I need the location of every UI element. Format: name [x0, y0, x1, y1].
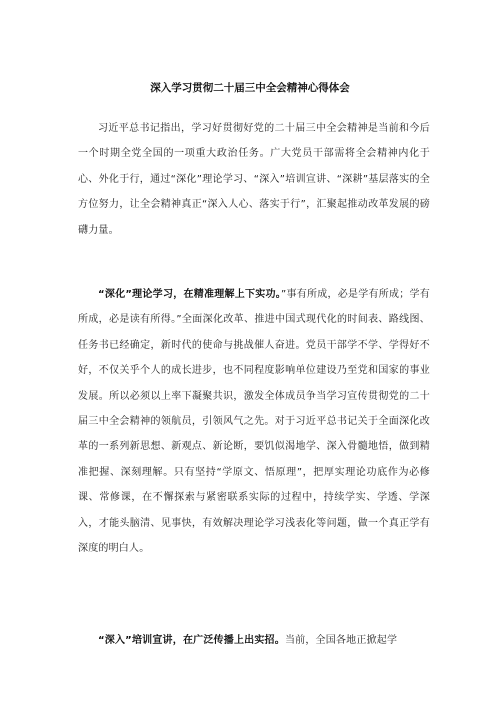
paragraph-text: 当前，全国各地正掀起学: [284, 635, 398, 646]
paragraph-text: 习近平总书记指出，学习好贯彻好党的二十届三中全会精神是当前和今后一个时期全党全国的一项重大政治任务。广大党员干部需将全会精神内化于心、外化于行，通过“深化”理论学习、“深入”培训宣讲、“深耕”基层落实的全方位努力，让全会精神真正“深入人心、落实于行”，汇聚起推动改革发展的磅礴力量。: [78, 123, 430, 236]
paragraph-lead: “深化”理论学习，在精准理解上下实功。: [98, 289, 282, 300]
paragraph-intro: [78, 116, 430, 243]
paragraph-training: [78, 628, 430, 653]
paragraph-lead: “深入”培训宣讲，在广泛传播上出实招。: [98, 635, 285, 646]
document-title: 深入学习贯彻二十届三中全会精神心得体会: [150, 82, 350, 94]
paragraph-theory-study: [78, 282, 430, 561]
paragraph-text: ”事有所成，必是学有所成；学有所成，必是读有所得。”全面深化改革、推进中国式现代化的时间表、路线图、任务书已经确定，新时代的使命与挑战催人奋进。党员干部学不学、学得好不好，不仅关乎个人的成长进步，也不同程度影响单位建设乃至党和国家的事业发展。所以必须以上率下凝聚共识，激发全体成员争当学习宣传贯彻党的二十届三中全会精神的领航员，引领风气之先。对于习近平总书记关于全面深化改革的一系列新思想、新观点、新论断，要饥似渴地学、深入骨髓地悟，做到精准把握、深刻理解。只有坚持“学原文、悟原理”，把厚实理论功底作为必修课、常修课，在不懈探索与紧密联系实际的过程中，持续学实、学透、学深入，才能头脑清、见事快，有效解决理论学习浅表化等问题，做一个真正学有深度的明白人。: [78, 289, 430, 555]
